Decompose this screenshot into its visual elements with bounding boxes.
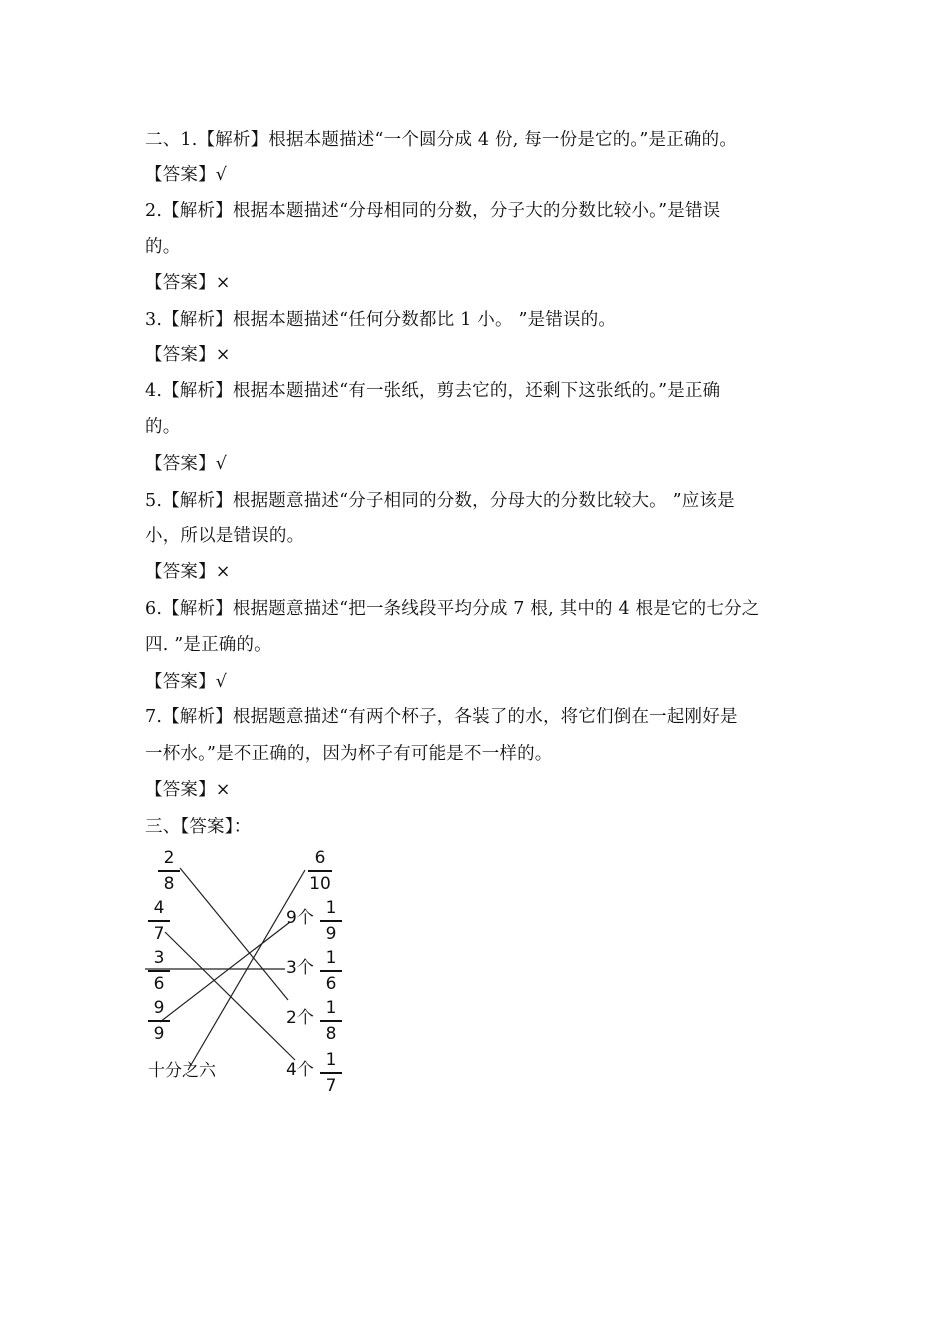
text-line: 4.【解析】根据本题描述“有一张纸，剪去它的，还剩下这张纸的。”是正确 [145, 381, 721, 401]
right-fraction-1-8 [320, 998, 342, 1044]
text-line: 7.【解析】根据题意描述“有两个杯子，各装了的水，将它们倒在一起刚好是 [145, 707, 738, 727]
denominator: 8 [325, 1023, 337, 1044]
text-line: 三、【答案】： [145, 817, 252, 837]
right-fraction-1-7 [320, 1050, 342, 1096]
denominator: 9 [153, 1023, 165, 1044]
fraction-bar [148, 1020, 170, 1022]
text-line: 小，所以是错误的。 [145, 526, 305, 546]
numerator: 4 [153, 898, 165, 918]
fraction-bar [148, 920, 170, 922]
numerator: 1 [325, 948, 337, 968]
fraction-bar [320, 970, 342, 972]
left-fraction-3-6 [148, 948, 170, 994]
matching-diagram [140, 842, 350, 1102]
fraction-bar [320, 920, 342, 922]
numerator: 1 [325, 898, 337, 918]
text-line: 【答案】× [145, 780, 231, 800]
numerator: 3 [153, 948, 165, 968]
denominator: 7 [153, 923, 165, 944]
text-line: 一杯水。”是不正确的，因为杯子有可能是不一样的。 [145, 744, 553, 764]
right-fraction-1-9 [320, 898, 342, 944]
numerator: 1 [325, 998, 337, 1018]
denominator: 8 [163, 873, 175, 894]
left-fraction-2-8 [158, 848, 180, 894]
fraction-bar [320, 1072, 342, 1074]
text-line: 【答案】× [145, 345, 231, 365]
right-prefix: 4个 [286, 1060, 314, 1080]
text-line: 的。 [145, 237, 181, 257]
left-fraction-4-7 [148, 898, 170, 944]
right-fraction-1-6 [320, 948, 342, 994]
fraction-bar [308, 870, 332, 872]
text-line: 【答案】× [145, 273, 231, 293]
denominator: 10 [309, 873, 331, 894]
text-line: 的。 [145, 417, 181, 437]
numerator: 1 [325, 1050, 337, 1070]
text-line: 【答案】√ [145, 165, 228, 185]
numerator: 2 [163, 848, 175, 868]
left-label-text: 十分之六 [148, 1061, 216, 1081]
denominator: 7 [325, 1075, 337, 1096]
text-line: 【答案】√ [145, 672, 228, 692]
right-fraction-6-10 [308, 848, 332, 894]
match-line [180, 868, 288, 1000]
denominator: 6 [325, 973, 337, 994]
fraction-bar [320, 1020, 342, 1022]
text-line: 二、1.【解析】根据本题描述“一个圆分成 4 份, 每一份是它的。”是正确的。 [145, 130, 738, 150]
text-line: 【答案】× [145, 562, 231, 582]
denominator: 6 [153, 973, 165, 994]
text-line: 四. ”是正确的。 [145, 635, 272, 655]
right-prefix: 3个 [286, 958, 314, 978]
match-line [165, 932, 295, 1060]
left-fraction-9-9 [148, 998, 170, 1044]
text-line: 2.【解析】根据本题描述“分母相同的分数，分子大的分数比较小。”是错误 [145, 201, 721, 221]
right-prefix: 2个 [286, 1008, 314, 1028]
text-line: 【答案】√ [145, 454, 228, 474]
fraction-bar [148, 970, 170, 972]
denominator: 9 [325, 923, 337, 944]
right-prefix: 9个 [286, 908, 314, 928]
text-line: 3.【解析】根据本题描述“任何分数都比 1 小。 ”是错误的。 [145, 310, 617, 330]
text-line: 5.【解析】根据题意描述“分子相同的分数，分母大的分数比较大。 ”应该是 [145, 491, 735, 511]
numerator: 9 [153, 998, 165, 1018]
fraction-bar [158, 870, 180, 872]
numerator: 6 [314, 848, 326, 868]
text-line: 6.【解析】根据题意描述“把一条线段平均分成 7 根, 其中的 4 根是它的七分之 [145, 599, 760, 619]
